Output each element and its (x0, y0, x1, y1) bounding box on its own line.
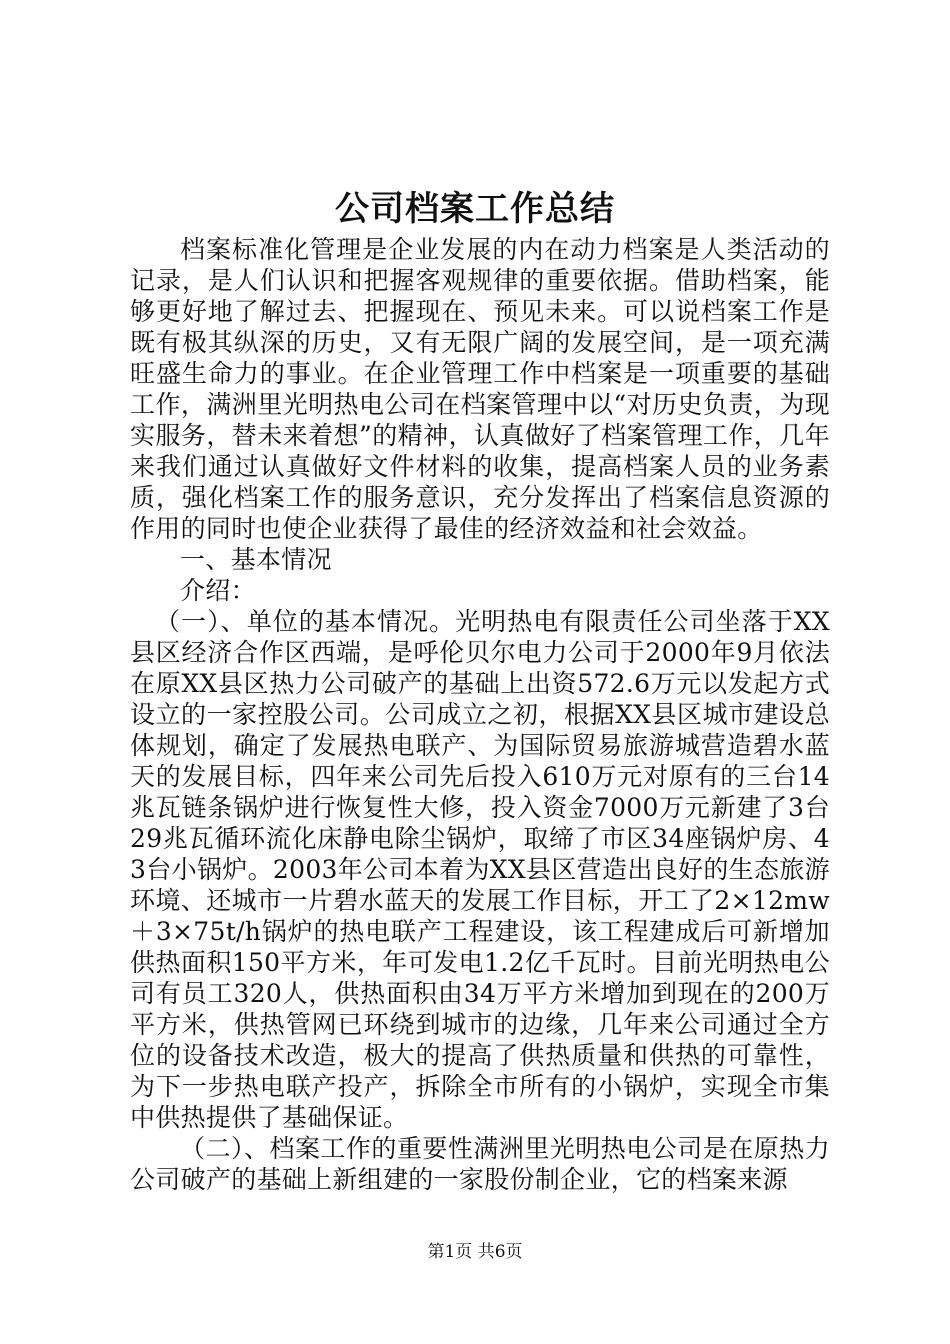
paragraph-intro: 档案标准化管理是企业发展的内在动力档案是人类活动的记录，是人们认识和把握客观规律的重要依据。借助档案，能够更好地了解过去、把握现在、预见未来。可以说档案工作是既有极其纵深的历史，又有无限广阔的发展空间，是一项充满旺盛生命力的事业。在企业管理工作中档案是一项重要的基础工作，满洲里光明热电公司在档案管理中以“对历史负责，为现实服务，替未来着想”的精神，认真做好了档案管理工作，几年来我们通过认真做好文件材料的收集，提高档案人员的业务素质，强化档案工作的服务意识，充分发挥出了档案信息资源的作用的同时也使企业获得了最佳的经济效益和社会效益。 (130, 235, 830, 543)
document-title: 公司档案工作总结 (335, 189, 615, 229)
page-number-footer: 第1页 共6页 (427, 1242, 523, 1262)
document-body (130, 234, 830, 1195)
section-heading-basic-info: 一、基本情况 (180, 545, 332, 574)
paragraph-label-introduction: 介绍： (180, 576, 256, 605)
paragraph-archive-importance: （二）、档案工作的重要性满洲里光明热电公司是在原热力公司破产的基础上新组建的一家股份制企业，它的档案来源 (130, 1134, 830, 1194)
paragraph-unit-basic-info: （一）、单位的基本情况。光明热电有限责任公司坐落于XX县区经济合作区西端，是呼伦贝尔电力公司于2000年9月依法在原XX县区热力公司破产的基础上出资572.6万元以发起方式设立的一家控股公司。公司成立之初，根据XX县区城市建设总体规划，确定了发展热电联产、为国际贸易旅游城营造碧水蓝天的发展目标，四年来公司先后投入610万元对原有的三台14兆瓦链条锅炉进行恢复性大修，投入资金7000万元新建了3台29兆瓦循环流化床静电除尘锅炉，取缔了市区34座锅炉房、43台小锅炉。2003年公司本着为XX县区营造出良好的生态旅游环境、还城市一片碧水蓝天的发展工作目标，开工了2×12mw＋3×75t/h锅炉的热电联产工程建设，该工程建成后可新增加供热面积150平方米，年可发电1.2亿千瓦时。目前光明热电公司有员工320人，供热面积由34万平方米增加到现在的200万平方米，供热管网已环绕到城市的边缘，几年来公司通过全方位的设备技术改造，极大的提高了供热质量和供热的可靠性，为下一步热电联产投产，拆除全市所有的小锅炉，实现全市集中供热提供了基础保证。 (130, 607, 830, 1132)
